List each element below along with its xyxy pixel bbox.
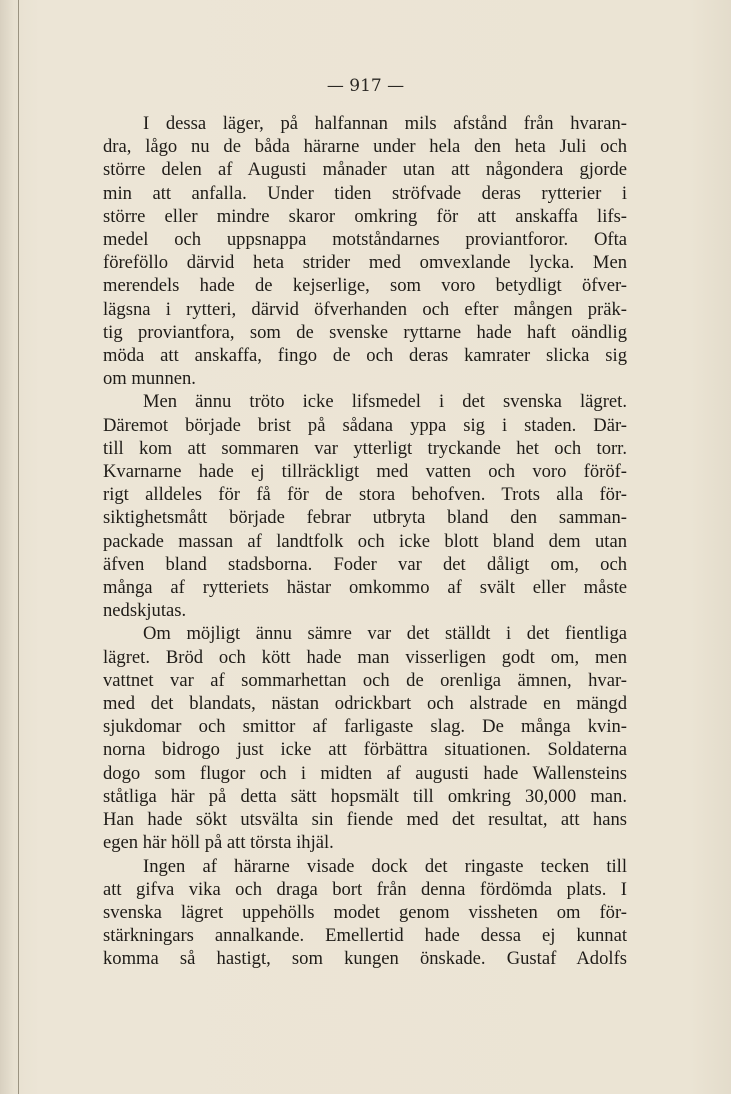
text-line: större eller mindre skaror omkring för att anskaffa lifs- (103, 205, 627, 227)
text-line: att gifva vika och draga bort från denna fördömda plats. I (103, 878, 627, 900)
page-number: — 917 — (326, 76, 405, 96)
text-line: Däremot började brist på sådana yppa sig i staden. Där- (103, 414, 627, 436)
text-line: dra, lågo nu de båda härarne under hela den heta Juli och (103, 136, 627, 158)
text-line: komma så hastigt, som kungen önskade. Gustaf Adolfs (103, 948, 627, 970)
text-line: svenska lägret uppehölls modet genom vissheten om för- (103, 901, 627, 923)
text-line: sjukdomar och smittor af farligaste slag. De många kvin- (103, 716, 627, 738)
body-text (103, 112, 627, 971)
text-line: medel och uppsnappa motståndarnes proviantforor. Ofta (103, 229, 627, 251)
text-line: siktighetsmått började febrar utbryta bland den samman- (103, 507, 627, 529)
text-line: egen här höll på att törsta ihjäl. (103, 832, 334, 854)
text-line: dogo som flugor och i midten af augusti hade Wallensteins (103, 762, 627, 784)
text-line: till kom att sommaren var ytterligt tryckande het och torr. (103, 437, 627, 459)
text-line: nedskjutas. (103, 600, 187, 622)
text-line: min att anfalla. Under tiden ströfvade deras rytterier i (103, 182, 627, 204)
text-line: merendels hade de kejserlige, som voro betydligt öfver- (103, 275, 627, 297)
text-line: äfven bland stadsborna. Foder var det dåligt om, och (103, 553, 627, 575)
text-line: lägsna i rytteri, därvid öfverhanden och efter mången präk- (103, 298, 627, 320)
text-line: tig proviantfora, som de svenske ryttarne hade haft oändlig (103, 321, 627, 343)
text-line: norna bidrogo just icke att förbättra situationen. Soldaterna (103, 739, 627, 761)
text-line: med det blandats, nästan odrickbart och alstrade en mängd (103, 693, 627, 715)
text-line: packade massan af landtfolk och icke blott bland dem utan (103, 530, 627, 552)
text-line: vattnet var af sommarhettan och de orenliga ämnen, hvar- (103, 669, 627, 691)
text-line: Han hade sökt utsvälta sin fiende med det resultat, att hans (103, 809, 627, 831)
text-line: Om möjligt ännu sämre var det ställdt i det fientliga (143, 623, 627, 645)
text-line: möda att anskaffa, fingo de och deras kamrater slicka sig (103, 345, 627, 367)
text-line: lägret. Bröd och kött hade man visserligen godt om, men (103, 646, 627, 668)
text-line: I dessa läger, på halfannan mils afstånd från hvaran- (143, 113, 627, 134)
paragraph-3 (103, 622, 627, 854)
text-line: stärkningars annalkande. Emellertid hade dessa ej kunnat (103, 925, 627, 947)
text-line: Ingen af härarne visade dock det ringaste tecken till (143, 855, 627, 877)
text-line: ståtliga här på detta sätt hopsmält till omkring 30,000 man. (103, 785, 627, 807)
text-line: Men ännu tröto icke lifsmedel i det svenska lägret. (143, 391, 627, 413)
text-line: föreföllo därvid heta strider med omvexlande lycka. Men (103, 252, 627, 274)
paragraph-2 (103, 390, 627, 622)
page-gutter-line (18, 0, 19, 1094)
text-line: om munnen. (103, 368, 196, 390)
text-line: många af rytteriets hästar omkommo af svält eller måste (103, 577, 627, 599)
text-line: större delen af Augusti månader utan att någondera gjorde (103, 159, 627, 181)
paragraph-4 (103, 855, 627, 971)
text-line: Kvarnarne hade ej tillräckligt med vatten och voro föröf- (103, 461, 627, 483)
paragraph-1 (103, 112, 627, 390)
text-line: rigt alldeles för få för de stora behofven. Trots alla för- (103, 484, 627, 506)
